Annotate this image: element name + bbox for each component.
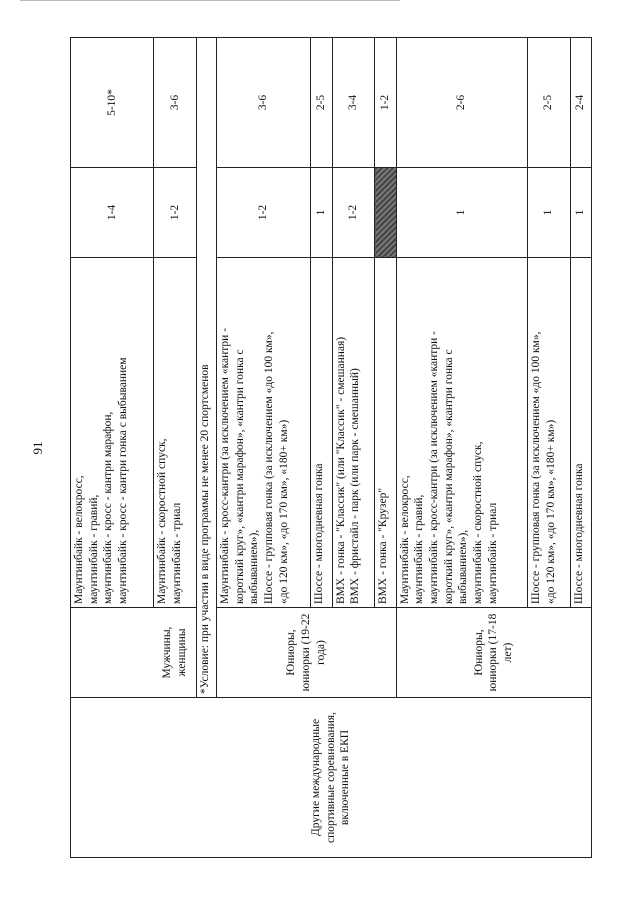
discipline-cell: Шоссе - многодневная гонка	[311, 258, 332, 608]
places-cell: 3-6	[216, 38, 310, 168]
group-cell: Юниоры, юниорки (17-18 лет)	[396, 608, 591, 698]
places-cell: 3-6	[154, 38, 197, 168]
note-cell: *Условие: при участии в виде программы не менее 20 спортсменов	[196, 38, 216, 698]
top-rule	[20, 0, 400, 1]
places-cell: 1	[396, 168, 527, 258]
discipline-cell: Шоссе - многодневная гонка	[570, 258, 591, 608]
discipline-cell: Маунтинбайк - велокросс, маунтинбайк - гравий, маунтинбайк - кросс-кантри (за исключением «кантри - короткий круг», «кантри марафон», «кантри гонка с выбыванием»), маунтинбайк - скоростной спуск, маунтинбайк - триал	[396, 258, 527, 608]
places-cell: 1	[311, 168, 332, 258]
discipline-cell: BMX - гонка - "Классик" (или "Классик" - смешанная) BMX - фристайл - парк (или парк - смешанный)	[332, 258, 375, 608]
places-cell: 2-6	[396, 38, 527, 168]
places-cell: 2-5	[311, 38, 332, 168]
places-cell: 5-10*	[71, 38, 154, 168]
places-cell: 2-4	[570, 38, 591, 168]
page-number: 91	[30, 441, 45, 455]
table-row	[71, 38, 154, 858]
places-cell: 1-2	[154, 168, 197, 258]
discipline-cell: Маунтинбайк - скоростной спуск, маунтинбайк - триал	[154, 258, 197, 608]
category-cell: Другие международные спортивные соревнования, включенные в ЕКП	[71, 698, 592, 858]
places-cell: 1-4	[71, 168, 154, 258]
discipline-cell: Маунтинбайк - кросс-кантри (за исключением «кантри - короткий круг», «кантри марафон», «кантри гонка с выбыванием»), Шоссе - групповая гонка (за исключением «до 100 км», «до 120 км», «до 170 км», «180+ км»)	[216, 258, 310, 608]
places-cell: 3-4	[332, 38, 375, 168]
places-cell: 1	[570, 168, 591, 258]
discipline-cell: Шоссе - групповая гонка (за исключением «до 100 км», «до 120 км», «до 170 км», «180+ км»)	[527, 258, 570, 608]
discipline-cell: Маунтинбайк - велокросс, маунтинбайк - гравий, маунтинбайк - кросс - кантри марафон, маунтинбайк - кросс - кантри гонка с выбыванием	[71, 258, 154, 608]
discipline-cell: BMX - гонка - "Крузер"	[375, 258, 396, 608]
places-cell: 1-2	[332, 168, 375, 258]
group-cell: Мужчины, женщины	[71, 608, 197, 698]
group-cell: Юниоры, юниорки (19-22 года)	[216, 608, 396, 698]
rotated-table-inner	[70, 38, 592, 858]
competition-table	[70, 37, 592, 858]
places-cell: 1-2	[216, 168, 310, 258]
places-cell: 2-5	[527, 38, 570, 168]
places-cell: 1-2	[375, 38, 396, 168]
rotated-table-container	[70, 38, 592, 858]
shaded-cell	[375, 168, 396, 258]
places-cell: 1	[527, 168, 570, 258]
